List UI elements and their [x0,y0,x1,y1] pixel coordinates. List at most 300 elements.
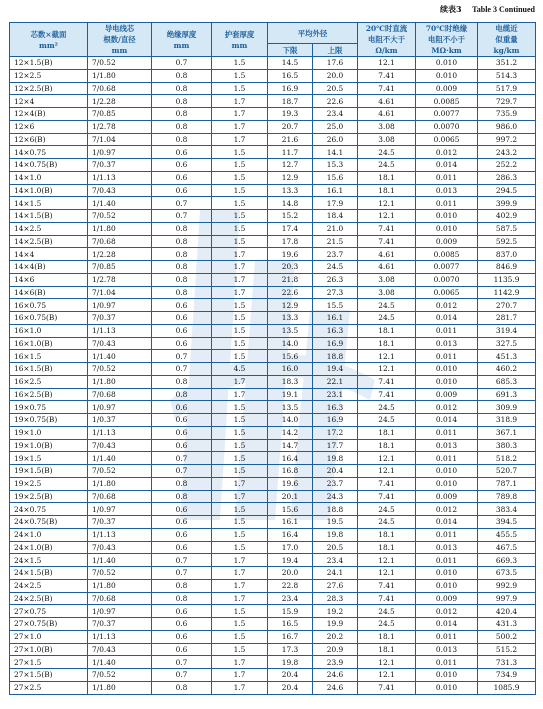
table-row [10,605,536,618]
cell-cores-section: 14×6(B) [10,286,88,299]
cell-sheath: 1.7 [212,108,268,121]
cell-insulation-resistance: 0.011 [416,171,478,184]
table-row [10,120,536,133]
cell-insulation-resistance: 0.012 [416,299,478,312]
table-caption [440,2,535,16]
cell-dia-upper: 20.2 [313,630,358,643]
caption-cn: 续表3 [440,4,462,14]
caption-en: Table 3 Continued [472,5,535,14]
cell-weight: 399.9 [478,197,536,210]
cell-dia-lower: 11.7 [268,146,313,159]
cell-dc-resistance: 7.41 [358,579,416,592]
cell-conductor: 7/0.52 [88,363,152,376]
table-row [10,656,536,669]
cell-weight: 734.9 [478,669,536,682]
cell-sheath: 1.7 [212,95,268,108]
cell-sheath: 1.5 [212,312,268,325]
cell-weight: 318.9 [478,414,536,427]
cell-dia-upper: 24.6 [313,681,358,694]
table-row [10,222,536,235]
cell-insulation: 0.8 [152,388,212,401]
cell-insulation-resistance: 0.009 [416,490,478,503]
header-text: 似重量 [495,35,518,44]
cell-insulation-resistance: 0.010 [416,477,478,490]
cell-sheath: 1.7 [212,554,268,567]
cell-dc-resistance: 7.41 [358,235,416,248]
cell-sheath: 1.5 [212,184,268,197]
table-row [10,414,536,427]
cell-insulation: 0.6 [152,630,212,643]
cell-insulation: 0.6 [152,643,212,656]
header-unit: mm [231,40,248,50]
table-row [10,439,536,452]
cell-insulation: 0.6 [152,299,212,312]
table-row [10,57,536,70]
cell-dc-resistance: 12.1 [358,656,416,669]
cell-insulation: 0.7 [152,567,212,580]
cell-insulation: 0.6 [152,439,212,452]
cell-conductor: 7/0.68 [88,82,152,95]
cell-dia-lower: 13.5 [268,324,313,337]
cell-dia-lower: 20.4 [268,669,313,682]
cell-weight: 517.9 [478,82,536,95]
cell-sheath: 1.7 [212,669,268,682]
cell-dc-resistance: 7.41 [358,490,416,503]
cell-weight: 1085.9 [478,681,536,694]
cell-insulation-resistance: 0.011 [416,554,478,567]
cell-sheath: 1.7 [212,388,268,401]
cell-weight: 789.8 [478,490,536,503]
cell-insulation-resistance: 0.0065 [416,286,478,299]
cell-dia-lower: 19.4 [268,554,313,567]
cell-dc-resistance: 7.41 [358,375,416,388]
cell-conductor: 1/1.80 [88,69,152,82]
cell-sheath: 1.5 [212,528,268,541]
cell-dia-upper: 27.3 [313,286,358,299]
cell-insulation: 0.6 [152,605,212,618]
cell-insulation-resistance: 0.010 [416,567,478,580]
table-row [10,273,536,286]
cell-insulation-resistance: 0.009 [416,592,478,605]
cell-dc-resistance: 12.1 [358,669,416,682]
table-row [10,210,536,223]
cell-cores-section: 19×1.5 [10,452,88,465]
cell-cores-section: 16×1.5(B) [10,363,88,376]
cell-conductor: 1/2.78 [88,120,152,133]
cell-dia-upper: 20.5 [313,82,358,95]
cell-weight: 1135.9 [478,273,536,286]
cell-insulation: 0.8 [152,133,212,146]
cell-cores-section: 12×4 [10,95,88,108]
cell-dc-resistance: 12.1 [358,554,416,567]
cell-dia-upper: 18.8 [313,350,358,363]
table-row [10,388,536,401]
cell-cores-section: 16×2.5(B) [10,388,88,401]
table-row [10,528,536,541]
cell-conductor: 7/0.37 [88,618,152,631]
cell-weight: 451.3 [478,350,536,363]
cell-insulation-resistance: 0.014 [416,516,478,529]
cell-sheath: 1.5 [212,630,268,643]
cell-insulation-resistance: 0.0070 [416,120,478,133]
table-row [10,375,536,388]
cell-conductor: 1/1.80 [88,681,152,694]
cell-dia-upper: 16.1 [313,312,358,325]
cell-insulation-resistance: 0.0085 [416,248,478,261]
cell-dia-upper: 23.7 [313,477,358,490]
cell-dia-upper: 20.0 [313,69,358,82]
cell-sheath: 1.5 [212,605,268,618]
cell-weight: 691.3 [478,388,536,401]
cell-cores-section: 14×2.5 [10,222,88,235]
cell-weight: 351.2 [478,57,536,70]
cell-weight: 735.9 [478,108,536,121]
cell-dia-upper: 23.4 [313,108,358,121]
table-row [10,248,536,261]
cell-insulation: 0.7 [152,465,212,478]
table-row [10,618,536,631]
cell-dc-resistance: 12.1 [358,210,416,223]
cell-conductor: 1/1.13 [88,171,152,184]
cell-dia-upper: 19.8 [313,452,358,465]
table-row [10,261,536,274]
cell-dia-upper: 17.6 [313,57,358,70]
cell-dia-lower: 21.6 [268,133,313,146]
table-row [10,426,536,439]
cell-dia-lower: 16.4 [268,452,313,465]
header-text: 护套厚度 [224,29,255,39]
cell-insulation-resistance: 0.011 [416,350,478,363]
cell-conductor: 7/0.68 [88,235,152,248]
cell-insulation: 0.6 [152,426,212,439]
cell-conductor: 7/0.52 [88,567,152,580]
cell-dc-resistance: 18.1 [358,184,416,197]
cell-sheath: 1.5 [212,439,268,452]
cell-weight: 520.7 [478,465,536,478]
cell-insulation: 0.6 [152,401,212,414]
cell-insulation: 0.8 [152,273,212,286]
cell-dia-lower: 12.7 [268,159,313,172]
cell-insulation: 0.7 [152,452,212,465]
cell-insulation-resistance: 0.011 [416,528,478,541]
cell-conductor: 1/1.80 [88,222,152,235]
cell-conductor: 7/0.85 [88,261,152,274]
cell-dc-resistance: 4.61 [358,261,416,274]
table-row [10,324,536,337]
cell-cores-section: 19×1.5(B) [10,465,88,478]
cell-cores-section: 14×1.5(B) [10,210,88,223]
cell-insulation-resistance: 0.011 [416,426,478,439]
cell-dia-lower: 16.0 [268,363,313,376]
cell-sheath: 1.5 [212,350,268,363]
cell-weight: 402.9 [478,210,536,223]
cell-conductor: 7/0.43 [88,439,152,452]
header-sheath [212,23,268,57]
cell-dia-lower: 20.4 [268,681,313,694]
cell-sheath: 1.5 [212,465,268,478]
cell-conductor: 1/0.97 [88,146,152,159]
header-text: 电缆近 [495,24,518,33]
cell-cores-section: 14×6 [10,273,88,286]
cell-sheath: 1.7 [212,656,268,669]
cell-dc-resistance: 3.08 [358,120,416,133]
cell-insulation-resistance: 0.010 [416,222,478,235]
cell-insulation: 0.8 [152,108,212,121]
table-row [10,669,536,682]
cell-dia-lower: 12.9 [268,299,313,312]
table-row [10,452,536,465]
table-body [10,57,536,695]
cell-dia-lower: 20.1 [268,490,313,503]
header-unit: mm [111,46,128,55]
table-row [10,299,536,312]
cell-conductor: 7/0.37 [88,159,152,172]
cell-cores-section: 14×0.75(B) [10,159,88,172]
header-insulation-resistance [416,23,478,57]
cell-conductor: 1/1.40 [88,452,152,465]
cell-insulation: 0.8 [152,579,212,592]
cell-dia-lower: 17.4 [268,222,313,235]
cell-dia-lower: 16.9 [268,82,313,95]
cell-conductor: 7/0.43 [88,643,152,656]
cell-insulation-resistance: 0.0077 [416,108,478,121]
cell-sheath: 1.5 [212,618,268,631]
table-row [10,337,536,350]
cell-dc-resistance: 18.1 [358,337,416,350]
cell-dc-resistance: 24.5 [358,312,416,325]
cell-conductor: 1/0.97 [88,401,152,414]
cell-sheath: 1.5 [212,235,268,248]
cell-weight: 286.3 [478,171,536,184]
cell-conductor: 1/1.40 [88,656,152,669]
cell-dc-resistance: 18.1 [358,324,416,337]
cell-dc-resistance: 24.5 [358,159,416,172]
cell-dia-upper: 16.9 [313,414,358,427]
cell-dia-upper: 22.6 [313,95,358,108]
cell-cores-section: 16×1.0(B) [10,337,88,350]
cell-cores-section: 27×1.0(B) [10,643,88,656]
cell-sheath: 1.7 [212,592,268,605]
cell-conductor: 1/0.37 [88,414,152,427]
cell-cores-section: 27×0.75(B) [10,618,88,631]
cell-dia-lower: 18.3 [268,375,313,388]
cell-weight: 592.5 [478,235,536,248]
cell-insulation-resistance: 0.0070 [416,273,478,286]
cell-dia-lower: 13.3 [268,184,313,197]
cell-dia-lower: 14.2 [268,426,313,439]
cell-weight: 252.2 [478,159,536,172]
cell-dia-lower: 19.1 [268,388,313,401]
cell-insulation-resistance: 0.011 [416,656,478,669]
cell-dia-upper: 17.2 [313,426,358,439]
header-unit: mm [173,40,190,50]
cell-cores-section: 19×0.75(B) [10,414,88,427]
cell-dia-upper: 26.3 [313,273,358,286]
cell-insulation-resistance: 0.010 [416,363,478,376]
cell-insulation-resistance: 0.009 [416,82,478,95]
cell-insulation: 0.6 [152,324,212,337]
cell-dia-upper: 20.5 [313,541,358,554]
cell-insulation: 0.7 [152,669,212,682]
table-row [10,108,536,121]
header-row [10,23,536,44]
cell-insulation: 0.8 [152,286,212,299]
table-row [10,516,536,529]
cell-dia-lower: 15.6 [268,350,313,363]
cell-sheath: 1.5 [212,324,268,337]
cell-dc-resistance: 7.41 [358,69,416,82]
table-row [10,133,536,146]
cell-sheath: 1.5 [212,503,268,516]
cell-dc-resistance: 24.5 [358,146,416,159]
cell-dia-lower: 19.3 [268,108,313,121]
table-row [10,554,536,567]
cell-insulation-resistance: 0.0065 [416,133,478,146]
cell-dia-lower: 19.6 [268,248,313,261]
cell-conductor: 1/1.40 [88,197,152,210]
cell-dc-resistance: 12.1 [358,567,416,580]
cell-insulation: 0.6 [152,312,212,325]
cell-sheath: 1.7 [212,248,268,261]
cell-weight: 467.5 [478,541,536,554]
cell-dia-upper: 28.3 [313,592,358,605]
cell-cores-section: 27×2.5 [10,681,88,694]
cell-dia-lower: 15.9 [268,605,313,618]
cell-dia-upper: 24.3 [313,490,358,503]
cell-dia-lower: 19.6 [268,477,313,490]
cell-dia-upper: 23.7 [313,248,358,261]
cell-sheath: 1.5 [212,426,268,439]
cell-dia-lower: 17.8 [268,235,313,248]
cell-cores-section: 19×1.0 [10,426,88,439]
cell-insulation: 0.8 [152,477,212,490]
cell-weight: 394.5 [478,516,536,529]
cell-weight: 243.2 [478,146,536,159]
cell-cores-section: 16×0.75 [10,299,88,312]
cell-dc-resistance: 4.61 [358,108,416,121]
cell-dia-upper: 23.4 [313,554,358,567]
cell-insulation: 0.6 [152,171,212,184]
header-dc-resistance [358,23,416,57]
cell-sheath: 1.5 [212,222,268,235]
cell-dia-upper: 19.4 [313,363,358,376]
cell-cores-section: 14×2.5(B) [10,235,88,248]
cell-dc-resistance: 18.1 [358,439,416,452]
cell-insulation: 0.6 [152,618,212,631]
header-avg-diameter: 平均外径 [268,23,358,44]
cell-sheath: 1.5 [212,452,268,465]
cell-cores-section: 16×2.5 [10,375,88,388]
cell-dc-resistance: 12.1 [358,350,416,363]
table-row [10,184,536,197]
cell-weight: 270.7 [478,299,536,312]
cell-dia-lower: 16.8 [268,465,313,478]
cell-dia-upper: 16.3 [313,401,358,414]
cell-dc-resistance: 18.1 [358,528,416,541]
cell-cores-section: 12×1.5(B) [10,57,88,70]
cell-dia-upper: 18.8 [313,503,358,516]
cell-insulation-resistance: 0.010 [416,57,478,70]
cell-sheath: 1.5 [212,299,268,312]
cell-dc-resistance: 18.1 [358,630,416,643]
cell-dc-resistance: 7.41 [358,82,416,95]
cell-dia-upper: 15.6 [313,171,358,184]
cell-conductor: 1/2.78 [88,273,152,286]
cell-dia-lower: 15.2 [268,210,313,223]
cell-dia-lower: 22.8 [268,579,313,592]
cell-cores-section: 14×4(B) [10,261,88,274]
cell-dia-lower: 21.8 [268,273,313,286]
cell-insulation-resistance: 0.014 [416,159,478,172]
cell-weight: 500.2 [478,630,536,643]
cell-cores-section: 14×1.0 [10,171,88,184]
cell-weight: 431.3 [478,618,536,631]
header-unit: kg/km [493,46,520,55]
cell-weight: 383.4 [478,503,536,516]
cell-dia-lower: 22.6 [268,286,313,299]
table-row [10,82,536,95]
cell-dia-upper: 19.9 [313,618,358,631]
cell-insulation-resistance: 0.010 [416,375,478,388]
cell-weight: 420.4 [478,605,536,618]
cell-dc-resistance: 12.1 [358,197,416,210]
header-text: 导电线芯 [104,24,135,33]
header-weight [478,23,536,57]
table-row [10,171,536,184]
cell-weight: 673.5 [478,567,536,580]
cell-conductor: 7/0.52 [88,210,152,223]
cell-cores-section: 12×2.5(B) [10,82,88,95]
cell-dia-upper: 17.7 [313,439,358,452]
table-row [10,312,536,325]
table-row [10,681,536,694]
cell-insulation-resistance: 0.013 [416,184,478,197]
cell-dia-lower: 20.7 [268,120,313,133]
cell-insulation: 0.8 [152,120,212,133]
cell-sheath: 1.5 [212,541,268,554]
cell-insulation: 0.8 [152,681,212,694]
cell-dc-resistance: 3.08 [358,133,416,146]
cell-insulation-resistance: 0.014 [416,414,478,427]
cell-cores-section: 19×0.75 [10,401,88,414]
cell-cores-section: 12×6(B) [10,133,88,146]
cell-sheath: 1.7 [212,477,268,490]
cell-sheath: 1.7 [212,375,268,388]
cell-cores-section: 24×1.5 [10,554,88,567]
cell-insulation-resistance: 0.0077 [416,261,478,274]
cell-conductor: 7/1.04 [88,286,152,299]
header-text: 根数/直径 [103,35,136,44]
cell-cores-section: 16×1.0 [10,324,88,337]
cell-dia-upper: 15.3 [313,159,358,172]
cell-dc-resistance: 24.5 [358,299,416,312]
cell-dia-upper: 24.5 [313,261,358,274]
cell-insulation: 0.8 [152,69,212,82]
cell-conductor: 7/0.37 [88,312,152,325]
cell-insulation: 0.6 [152,337,212,350]
cell-cores-section: 24×0.75(B) [10,516,88,529]
header-unit: MΩ·km [431,46,462,55]
cell-cores-section: 12×6 [10,120,88,133]
cell-dia-upper: 27.6 [313,579,358,592]
cell-sheath: 1.7 [212,490,268,503]
cell-insulation: 0.8 [152,235,212,248]
cell-dc-resistance: 18.1 [358,171,416,184]
cell-sheath: 1.7 [212,567,268,580]
cell-insulation-resistance: 0.010 [416,210,478,223]
cell-insulation: 0.8 [152,95,212,108]
cell-dia-lower: 16.1 [268,516,313,529]
